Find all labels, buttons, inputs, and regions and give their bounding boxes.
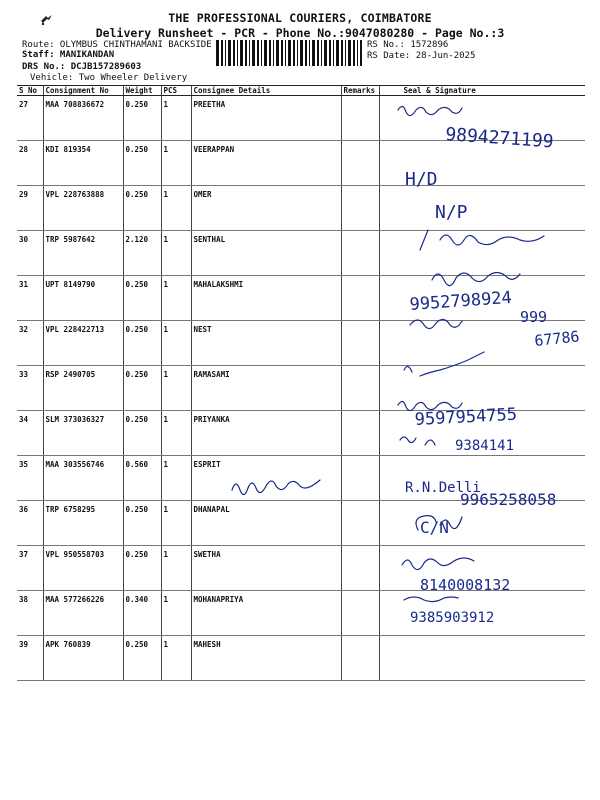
- cell-weight: 0.250: [123, 546, 161, 591]
- drs-number: DRS No.: DCJB157289603: [22, 62, 142, 72]
- cell-remarks: [341, 141, 379, 186]
- cell-seal: [379, 591, 585, 636]
- cell-sno: 34: [17, 411, 43, 456]
- col-consignee: Consignee Details: [191, 86, 341, 96]
- cell-sno: 30: [17, 231, 43, 276]
- cell-pcs: 1: [161, 231, 191, 276]
- cell-consignment: MAA 577266226: [43, 591, 123, 636]
- col-remarks: Remarks: [341, 86, 379, 96]
- cell-seal: [379, 321, 585, 366]
- company-title: THE PROFESSIONAL COURIERS, COIMBATORE: [168, 11, 432, 25]
- table-row: [17, 186, 585, 231]
- cell-weight: 0.340: [123, 591, 161, 636]
- cell-pcs: 1: [161, 501, 191, 546]
- cell-consignee: MAHALAKSHMI: [191, 276, 341, 321]
- cell-sno: 27: [17, 96, 43, 141]
- rs-date: RS Date: 28-Jun-2025: [367, 51, 476, 61]
- runsheet-table: [17, 85, 585, 681]
- cell-seal: [379, 366, 585, 411]
- handwritten-note: C/N: [420, 518, 449, 537]
- cell-weight: 0.250: [123, 141, 161, 186]
- cell-consignee: RAMASAMI: [191, 366, 341, 411]
- barcode: [216, 40, 362, 66]
- cell-sno: 29: [17, 186, 43, 231]
- table-row: [17, 591, 585, 636]
- table-row: [17, 366, 585, 411]
- vehicle-label: Vehicle: Two Wheeler Delivery: [30, 73, 188, 83]
- cell-seal: [379, 276, 585, 321]
- handwritten-note: 9965258058: [460, 490, 557, 509]
- cell-weight: 0.250: [123, 186, 161, 231]
- table-row: [17, 276, 585, 321]
- handwritten-note: 67786: [533, 327, 581, 350]
- cell-remarks: [341, 186, 379, 231]
- cell-weight: 0.250: [123, 501, 161, 546]
- cell-weight: 0.250: [123, 366, 161, 411]
- cell-consignee: ESPRIT: [191, 456, 341, 501]
- cell-seal: [379, 231, 585, 276]
- cell-weight: 0.250: [123, 276, 161, 321]
- cell-seal: [379, 411, 585, 456]
- cell-sno: 32: [17, 321, 43, 366]
- cell-remarks: [341, 591, 379, 636]
- cell-remarks: [341, 546, 379, 591]
- cell-seal: [379, 96, 585, 141]
- cell-pcs: 1: [161, 366, 191, 411]
- cell-pcs: 1: [161, 456, 191, 501]
- table-row: [17, 546, 585, 591]
- cell-remarks: [341, 96, 379, 141]
- cell-consignee: OMER: [191, 186, 341, 231]
- handwritten-note: 999: [520, 308, 548, 326]
- handwritten-note: N/P: [435, 202, 468, 223]
- cell-remarks: [341, 501, 379, 546]
- cell-remarks: [341, 231, 379, 276]
- cell-pcs: 1: [161, 321, 191, 366]
- cell-remarks: [341, 276, 379, 321]
- staff-label: Staff: MANIKANDAN: [22, 50, 115, 60]
- cell-consignment: APK 760839: [43, 636, 123, 681]
- cell-consignment: UPT 8149790: [43, 276, 123, 321]
- cell-consignment: RSP 2490705: [43, 366, 123, 411]
- cell-pcs: 1: [161, 276, 191, 321]
- cell-seal: [379, 186, 585, 231]
- cell-consignee: NEST: [191, 321, 341, 366]
- cell-pcs: 1: [161, 186, 191, 231]
- cell-consignee: PRIYANKA: [191, 411, 341, 456]
- cell-remarks: [341, 636, 379, 681]
- handwritten-note: 9894271199: [444, 124, 555, 153]
- cell-seal: [379, 636, 585, 681]
- handwritten-note: 8140008132: [420, 576, 511, 594]
- cell-consignment: VPL 950558703: [43, 546, 123, 591]
- cell-consignment: MAA 708836672: [43, 96, 123, 141]
- cell-sno: 39: [17, 636, 43, 681]
- cell-remarks: [341, 456, 379, 501]
- rs-number: RS No.: 1572896: [367, 40, 449, 50]
- cell-pcs: 1: [161, 411, 191, 456]
- table-row: [17, 636, 585, 681]
- runsheet-subtitle: Delivery Runsheet - PCR - Phone No.:9047080280 - Page No.:3: [95, 26, 505, 40]
- cell-consignment: KDI 819354: [43, 141, 123, 186]
- route-label: Route: OLYMBUS CHINTHAMANI BACKSIDE: [22, 40, 212, 50]
- table-row: [17, 231, 585, 276]
- cell-weight: 0.250: [123, 411, 161, 456]
- cell-pcs: 1: [161, 141, 191, 186]
- handwritten-note: 9952798924: [408, 287, 513, 315]
- cell-consignment: VPL 228763888: [43, 186, 123, 231]
- cell-consignee: SENTHAL: [191, 231, 341, 276]
- cell-consignment: TRP 6758295: [43, 501, 123, 546]
- cell-weight: 0.250: [123, 96, 161, 141]
- table-header-row: [17, 86, 585, 96]
- cell-sno: 36: [17, 501, 43, 546]
- cell-consignment: MAA 303556746: [43, 456, 123, 501]
- cell-pcs: 1: [161, 96, 191, 141]
- cell-consignment: VPL 228422713: [43, 321, 123, 366]
- col-weight: Weight: [123, 86, 161, 96]
- cell-seal: [379, 501, 585, 546]
- col-seal: Seal & Signature: [379, 86, 585, 96]
- handwritten-note: 9597954755: [414, 404, 518, 430]
- cell-consignee: PREETHA: [191, 96, 341, 141]
- cell-consignee: SWETHA: [191, 546, 341, 591]
- cell-weight: 0.250: [123, 636, 161, 681]
- handwritten-note: 9385903912: [410, 610, 495, 626]
- cell-sno: 37: [17, 546, 43, 591]
- cell-sno: 28: [17, 141, 43, 186]
- handwritten-note: R.N.Delli: [405, 480, 481, 496]
- cell-consignee: VEERAPPAN: [191, 141, 341, 186]
- cell-seal: [379, 546, 585, 591]
- cell-pcs: 1: [161, 546, 191, 591]
- cell-sno: 31: [17, 276, 43, 321]
- col-sno: S No: [17, 86, 43, 96]
- cell-seal: [379, 141, 585, 186]
- handwritten-note: H/D: [405, 169, 438, 190]
- cell-weight: 2.120: [123, 231, 161, 276]
- cell-sno: 38: [17, 591, 43, 636]
- cell-consignee: DHANAPAL: [191, 501, 341, 546]
- cell-pcs: 1: [161, 636, 191, 681]
- cell-remarks: [341, 411, 379, 456]
- cell-weight: 0.250: [123, 321, 161, 366]
- cell-consignment: TRP 5987642: [43, 231, 123, 276]
- cell-remarks: [341, 321, 379, 366]
- cell-consignee: MOHANAPRIYA: [191, 591, 341, 636]
- table-row: [17, 411, 585, 456]
- cell-consignment: SLM 373036327: [43, 411, 123, 456]
- cell-seal: [379, 456, 585, 501]
- cell-pcs: 1: [161, 591, 191, 636]
- table-row: [17, 96, 585, 141]
- table-row: [17, 321, 585, 366]
- table-row: [17, 141, 585, 186]
- table-row: [17, 501, 585, 546]
- handwritten-note: 9384141: [455, 438, 515, 454]
- cell-weight: 0.560: [123, 456, 161, 501]
- col-consignment: Consignment No: [43, 86, 123, 96]
- cell-remarks: [341, 366, 379, 411]
- table-row: [17, 456, 585, 501]
- cell-consignee: MAHESH: [191, 636, 341, 681]
- cell-sno: 35: [17, 456, 43, 501]
- col-pcs: PCS: [161, 86, 191, 96]
- cell-sno: 33: [17, 366, 43, 411]
